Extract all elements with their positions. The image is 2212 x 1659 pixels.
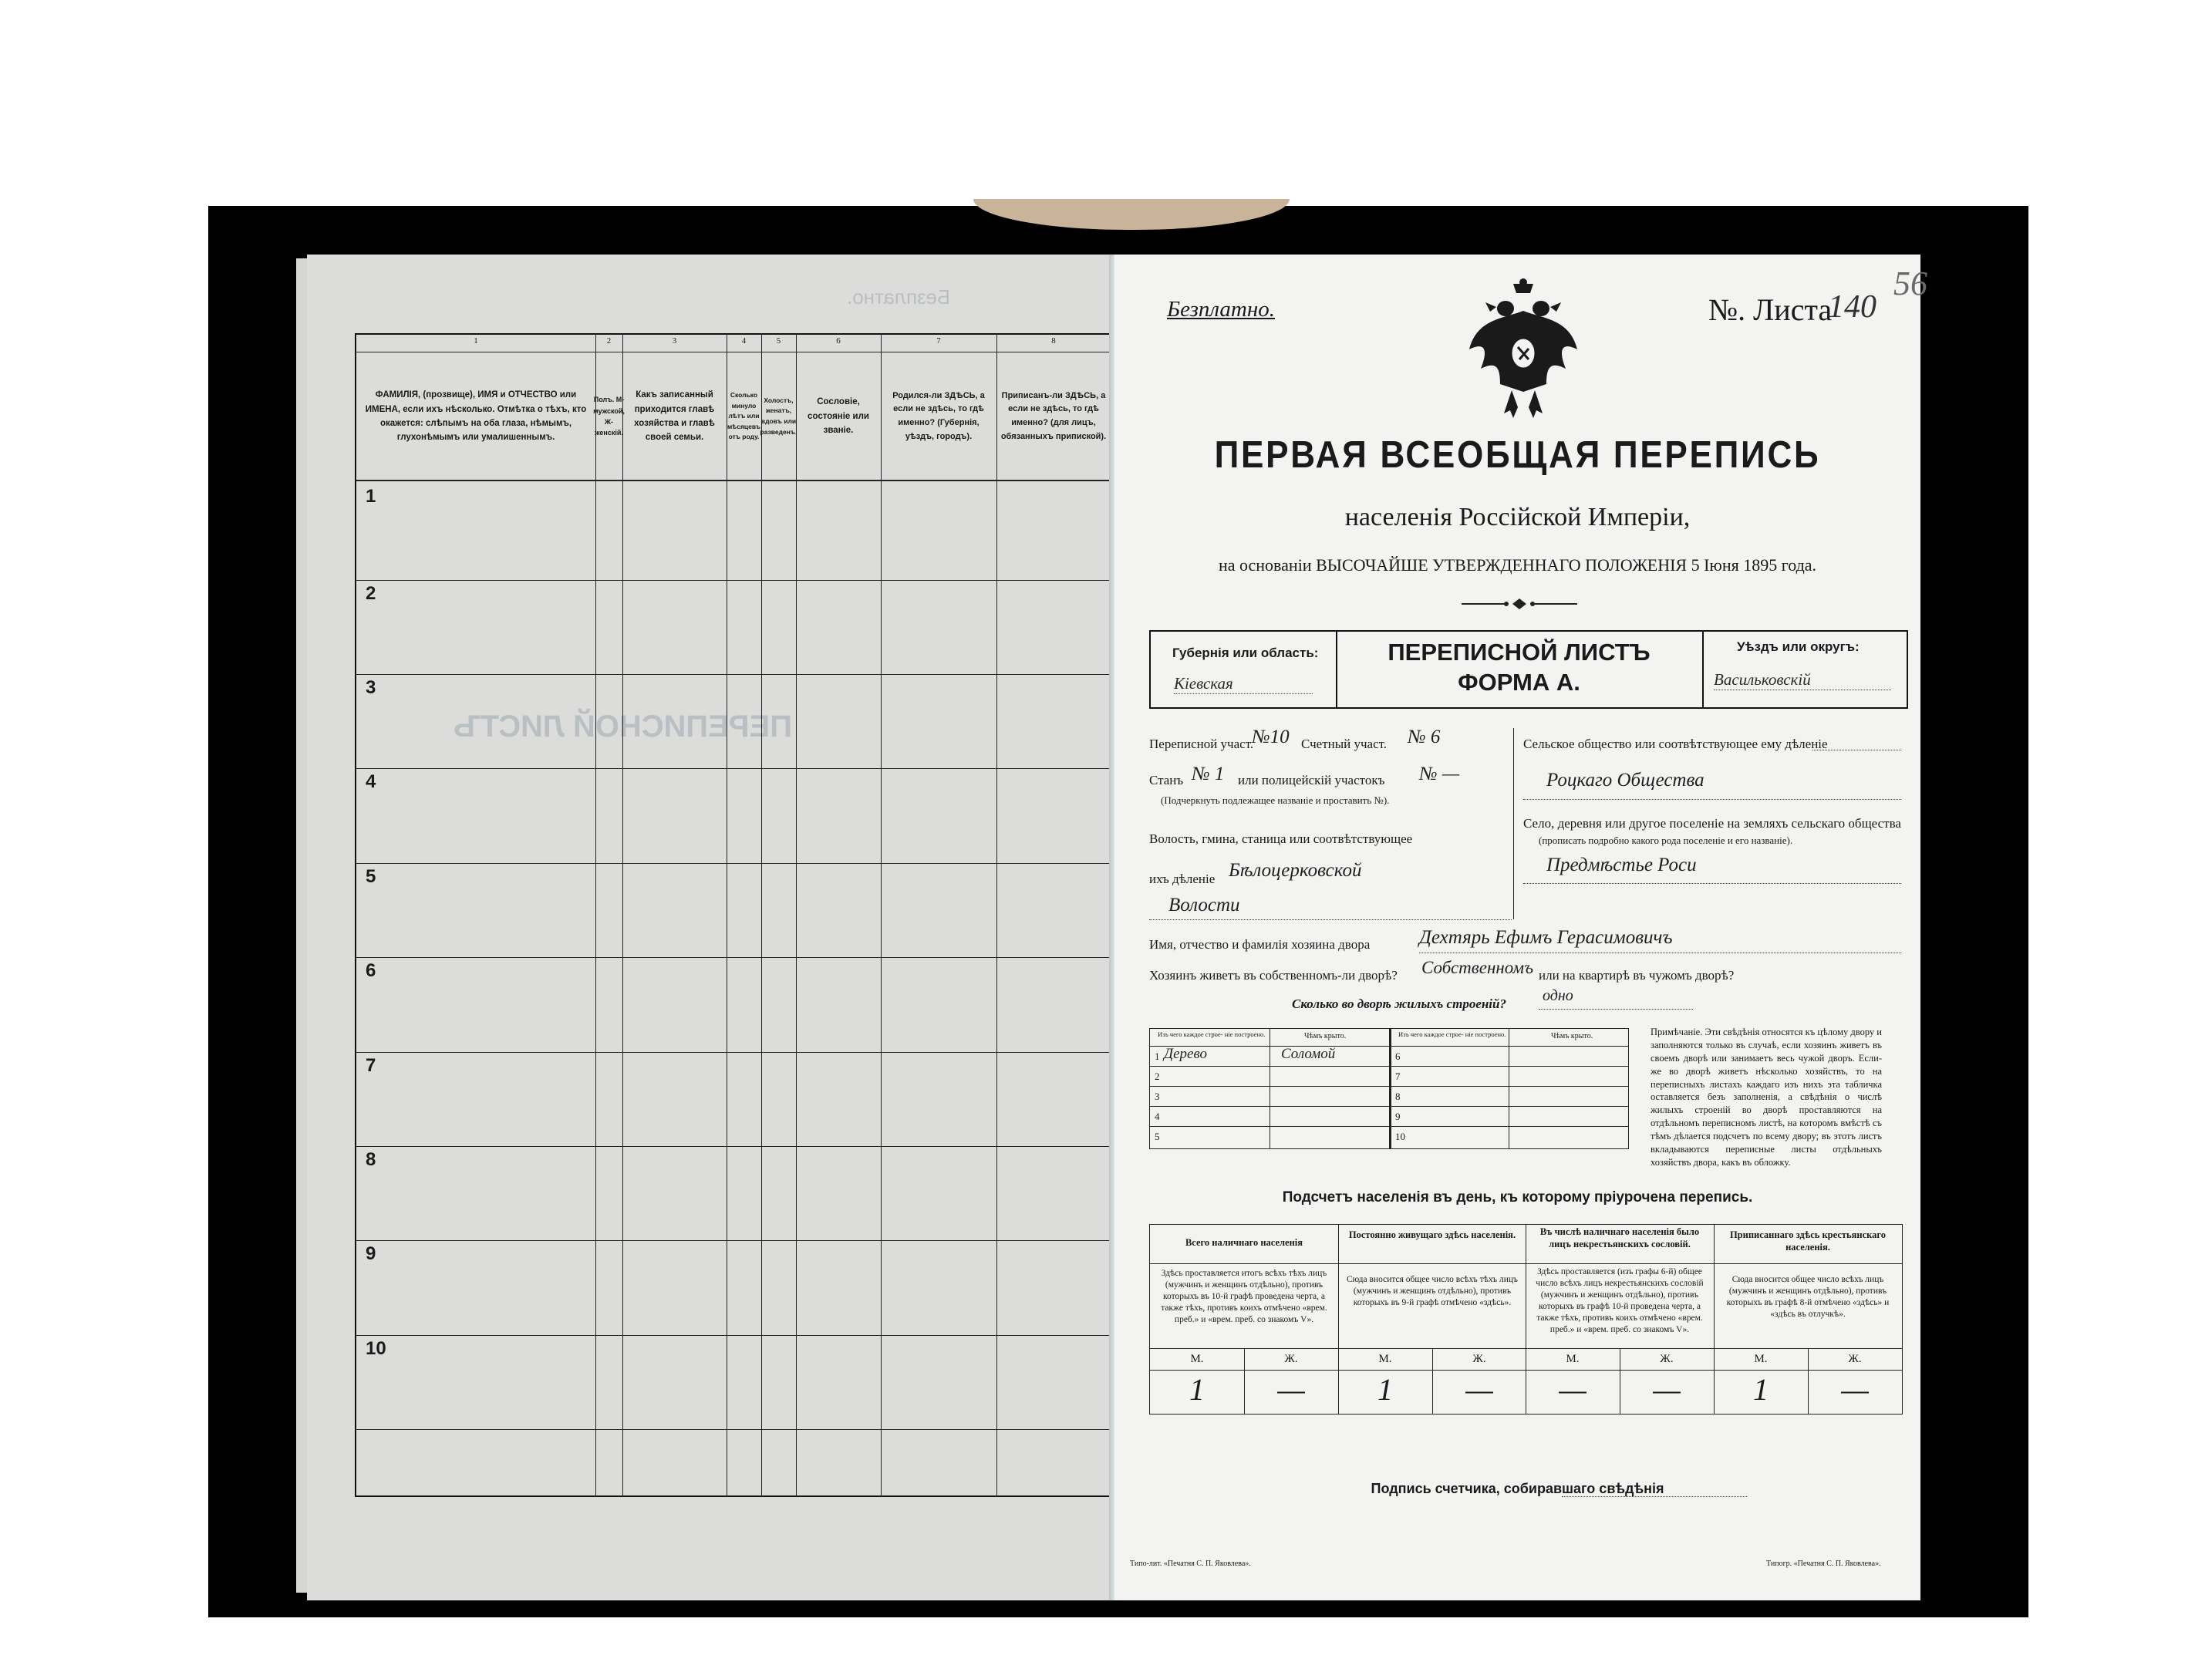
buildings-table	[1149, 1028, 1629, 1149]
volost-value-2: Волости	[1168, 895, 1240, 915]
row-divider	[1150, 1263, 1902, 1264]
header-age: Сколько минуло лѣтъ или мѣсяцевъ отъ роду.	[727, 391, 761, 441]
row-number: 6	[366, 960, 376, 981]
owner-label: Имя, отчество и фамилія хозяина двора	[1149, 937, 1371, 952]
stan-label: Станъ	[1149, 773, 1184, 787]
owner-residence-value: Собственномъ	[1421, 958, 1534, 977]
district-value: Васильковскій	[1714, 670, 1891, 690]
district-label: Уѣздъ или округъ:	[1737, 639, 1860, 654]
male-label: М.	[1378, 1353, 1392, 1365]
total-present-female: —	[1277, 1372, 1305, 1407]
owner-residence-label: Хозяинъ живетъ въ собственномъ-ли дворѣ?	[1149, 968, 1398, 983]
row-divider	[356, 1240, 1111, 1241]
row-divider	[1150, 1126, 1628, 1127]
header-relation: Какъ записанный приходится главѣ хозяйства и главѣ своей семьи.	[634, 390, 715, 443]
right-page	[1114, 255, 1927, 1600]
total-present-header: Всего наличнаго населенія	[1185, 1237, 1303, 1248]
population-table	[1149, 1224, 1903, 1415]
signature-line	[1562, 1496, 1747, 1497]
row-divider	[1150, 1370, 1902, 1371]
sheet-number-label: №. Листа	[1708, 292, 1833, 327]
population-caption: Подсчетъ населенія въ день, къ которому пріурочена перепись.	[1282, 1189, 1753, 1205]
box-divider	[1702, 632, 1704, 707]
column-divider	[1389, 1029, 1391, 1148]
village-society-label: Сельское общество или соотвѣтствующее ему дѣленіе	[1523, 737, 1828, 751]
non-peasant-header: Въ числѣ наличнаго населенія было лицъ некрестьянскихъ сословій.	[1539, 1226, 1700, 1249]
bleed-through-text: ПЕРЕПИСНОЙ ЛИСТЪ	[454, 710, 792, 744]
row-divider	[356, 1052, 1111, 1053]
material-header: Изъ чего каждое строе- ніе построено.	[1398, 1030, 1506, 1038]
ornament-divider-icon	[1462, 598, 1577, 610]
female-label: Ж.	[1660, 1353, 1674, 1365]
header-name: ФАМИЛІЯ, (прозвище), ИМЯ и ОТЧЕСТВО или ИМЕНА, если ихъ нѣсколько. Отмѣтка о тѣхъ, кто окажется: слѣпымъ на оба глаза, нѣмымъ, глухонѣмымъ или умалишеннымъ.	[365, 390, 587, 443]
female-label: Ж.	[1848, 1353, 1862, 1365]
material-header: Изъ чего каждое строе- ніе построено.	[1158, 1030, 1266, 1038]
police-section-label: или полицейскій участокъ	[1238, 773, 1385, 787]
left-page	[307, 255, 1109, 1600]
male-label: М.	[1566, 1353, 1580, 1365]
row-divider	[1150, 1086, 1628, 1087]
buildings-count-value: одно	[1543, 987, 1573, 1004]
printer-imprint: Типогр. «Печатня С. П. Яковлева».	[1766, 1560, 1881, 1568]
building-row-number: 5	[1155, 1131, 1160, 1142]
buildings-count-label: Сколько во дворѣ жилыхъ строеній?	[1292, 996, 1506, 1011]
row-number: 8	[366, 1149, 376, 1170]
printer-imprint: Типо-лит. «Печатня С. П. Яковлева».	[1130, 1560, 1251, 1568]
building-row-number: 7	[1395, 1071, 1401, 1082]
count-section-value: № 6	[1408, 727, 1441, 747]
header-marital: Холостъ, женатъ, вдовъ или разведенъ.	[760, 396, 797, 436]
building-row-number: 2	[1155, 1071, 1160, 1082]
roof-header: Чѣмъ крыто.	[1551, 1032, 1593, 1040]
building-row-number: 1	[1155, 1050, 1160, 1062]
row-divider	[1150, 1106, 1628, 1107]
row-number: 4	[366, 771, 376, 792]
owner-value: Дехтярь Ефимъ Герасимовичъ	[1419, 927, 1673, 948]
building-row-number: 10	[1395, 1131, 1405, 1142]
village-label: Село, деревня или другое поселеніе на земляхъ сельскаго общества	[1523, 816, 1901, 831]
column-number: 3	[672, 336, 677, 346]
row-divider	[1150, 1046, 1628, 1047]
village-hint: (прописать подробно какого рода поселеніе и его названіе).	[1539, 835, 1793, 846]
permanent-female: —	[1465, 1372, 1493, 1407]
male-label: М.	[1190, 1353, 1204, 1365]
building-row-number: 3	[1155, 1091, 1160, 1102]
village-society-value: Роцкаго Общества	[1546, 770, 1705, 791]
building-row-number: 8	[1395, 1091, 1401, 1102]
column-divider	[761, 335, 762, 1495]
total-present-description: Здѣсь проставляется итогъ всѣхъ тѣхъ лицъ (мужчинъ и женщинъ отдѣльно), противъ которыхъ въ 10-й графѣ проведена черта, а также тѣхъ, противъ коихъ отмѣчено «врем. преб.» и «врем. преб. со знакомъ V».	[1161, 1269, 1327, 1324]
bleed-through-text: Безплатно.	[847, 285, 950, 309]
non-peasant-description: Здѣсь проставляется (изъ графы 6-й) общее число всѣхъ лицъ некрестьянскихъ сословій (мужчинъ и женщинъ отдѣльно), противъ которыхъ въ графѣ 10-й проведена черта, а также тѣхъ, противъ коихъ отмѣчено «врем. преб.» и «врем. преб. со знакомъ V».	[1536, 1267, 1704, 1334]
building-row-number: 6	[1395, 1050, 1401, 1062]
column-number: 2	[606, 336, 612, 346]
volost-value: Бѣлоцерковской	[1229, 860, 1362, 881]
row-number: 1	[366, 486, 376, 507]
free-of-charge-label: Безплатно.	[1167, 297, 1275, 322]
registered-peasant-header: Приписаннаго здѣсь крестьянскаго населенія.	[1729, 1229, 1887, 1253]
column-divider	[881, 335, 882, 1495]
person-table	[355, 333, 1112, 1497]
registered-male: 1	[1753, 1372, 1769, 1407]
row-divider	[1150, 1066, 1628, 1067]
census-section-value: №10	[1252, 727, 1290, 747]
volost-label: Волость, гмина, станица или соотвѣтствующее	[1149, 831, 1413, 846]
police-section-value: № —	[1419, 764, 1460, 784]
row-number: 2	[366, 583, 376, 604]
row-number: 10	[366, 1338, 386, 1359]
registered-female: —	[1841, 1372, 1869, 1407]
building-roof: Соломой	[1281, 1046, 1336, 1062]
building-row-number: 9	[1395, 1111, 1401, 1122]
row-divider	[356, 957, 1111, 958]
sheet-number-value: 140	[1828, 289, 1876, 325]
row-divider	[356, 863, 1111, 864]
header-sex: Полъ. М-мужской, Ж-женскій.	[593, 396, 625, 437]
folio-number: 56	[1893, 265, 1927, 302]
row-divider	[356, 1146, 1111, 1147]
field-line	[1539, 1009, 1693, 1010]
census-subtitle: населенія Россійской Имперіи,	[1344, 503, 1691, 531]
count-section-label: Счетный участ.	[1301, 737, 1388, 751]
volost-label-2: ихъ дѣленіе	[1149, 872, 1216, 886]
village-value: Предмѣстье Роси	[1546, 855, 1697, 875]
column-divider	[595, 335, 596, 1495]
row-number: 7	[366, 1055, 376, 1076]
field-line	[1523, 799, 1901, 800]
column-number: 5	[776, 336, 781, 346]
stan-hint: (Подчеркнуть подлежащее названіе и проставить №).	[1161, 794, 1390, 806]
stan-value: № 1	[1192, 764, 1225, 784]
permanent-residents-description: Сюда вносится общее число всѣхъ тѣхъ лицъ (мужчинъ и женщинъ отдѣльно), противъ которыхъ въ 9-й графѣ отмѣчено «здѣсь».	[1346, 1275, 1518, 1307]
header-registration: Приписанъ-ли ЗДѢСЬ, а если не здѣсь, то гдѣ именно? (для лицъ, обязанныхъ припиской).	[1000, 390, 1107, 441]
building-row-number: 4	[1155, 1111, 1160, 1122]
field-line	[1149, 919, 1512, 920]
row-number: 3	[366, 677, 376, 698]
row-number: 9	[366, 1243, 376, 1264]
census-section-label: Переписной участ.	[1149, 737, 1254, 751]
total-present-male: 1	[1189, 1372, 1205, 1407]
column-number: 4	[741, 336, 747, 346]
double-headed-eagle-icon	[1465, 276, 1581, 423]
row-divider	[356, 580, 1111, 581]
female-label: Ж.	[1472, 1353, 1486, 1365]
header-box	[1149, 630, 1908, 709]
column-divider	[796, 335, 797, 1495]
column-number: 8	[1051, 336, 1056, 346]
row-divider	[1150, 1348, 1902, 1349]
row-number: 5	[366, 866, 376, 887]
non-peasant-male: —	[1559, 1372, 1587, 1407]
non-peasant-female: —	[1653, 1372, 1681, 1407]
form-title-line2: ФОРМА А.	[1458, 668, 1580, 696]
row-divider	[356, 768, 1111, 769]
province-label: Губернія или область:	[1172, 646, 1319, 660]
buildings-note: Примѣчаніе. Эти свѣдѣнія относятся къ цѣлому двору и заполняются только въ случаѣ, если хозяинъ живетъ въ своемъ дворѣ или занимаетъ весь чужой дворъ. Если-же во дворѣ живетъ нѣсколько хозяйствъ, то на переписныхъ листахъ каждаго изъ нихъ эта табличка оставляется безъ заполненія, а свѣдѣнія о числѣ жилыхъ строеній во дворѣ проставляются на отдѣльномъ переписномъ листѣ, на которомъ вмѣстѣ съ тѣмъ дѣлается подсчетъ по всему двору; въ этотъ листъ вкладываются переписные листы отдѣльныхъ хозяйствъ двора, какъ въ обложку.	[1651, 1027, 1882, 1168]
census-title: ПЕРВАЯ ВСЕОБЩАЯ ПЕРЕПИСЬ	[1214, 434, 1821, 476]
row-divider	[356, 480, 1111, 481]
row-divider	[356, 1429, 1111, 1430]
header-estate: Сословіе, состояніе или званіе.	[808, 397, 869, 436]
column-divider	[1513, 728, 1514, 919]
column-number: 6	[836, 336, 841, 346]
building-material: Дерево	[1164, 1046, 1207, 1062]
male-label: М.	[1754, 1353, 1768, 1365]
row-divider	[356, 674, 1111, 675]
column-divider	[996, 335, 997, 1495]
registered-peasant-description: Сюда вносится общее число всѣхъ лицъ (мужчинъ и женщинъ отдѣльно), противъ которыхъ въ графѣ 8-й отмѣчено «здѣсь» и «здѣсь въ отлучкѣ».	[1726, 1275, 1890, 1319]
owner-residence-label-2: или на квартирѣ въ чужомъ дворѣ?	[1539, 968, 1735, 983]
field-line	[1523, 883, 1901, 884]
permanent-male: 1	[1377, 1372, 1393, 1407]
column-number: 1	[474, 336, 478, 346]
roof-header: Чѣмъ крыто.	[1304, 1032, 1347, 1040]
column-number: 7	[936, 336, 941, 346]
female-label: Ж.	[1284, 1353, 1298, 1365]
permanent-residents-header: Постоянно живущаго здѣсь населенія.	[1348, 1229, 1516, 1240]
legal-basis: на основаніи ВЫСОЧАЙШЕ УТВЕРЖДЕННАГО ПОЛОЖЕНІЯ 5 Іюня 1895 года.	[1218, 555, 1817, 575]
row-divider	[356, 1335, 1111, 1336]
enumerator-signature-label: Подпись счетчика, собиравшаго свѣдѣнія	[1371, 1481, 1664, 1496]
form-title	[1336, 638, 1702, 698]
form-title-line1: ПЕРЕПИСНОЙ ЛИСТЪ	[1388, 639, 1651, 666]
header-birthplace: Родился-ли ЗДѢСЬ, а если не здѣсь, то гдѣ именно? (Губернія, уѣздъ, городъ).	[892, 390, 985, 441]
province-value: Кіевская	[1174, 674, 1313, 694]
column-divider	[622, 335, 623, 1495]
